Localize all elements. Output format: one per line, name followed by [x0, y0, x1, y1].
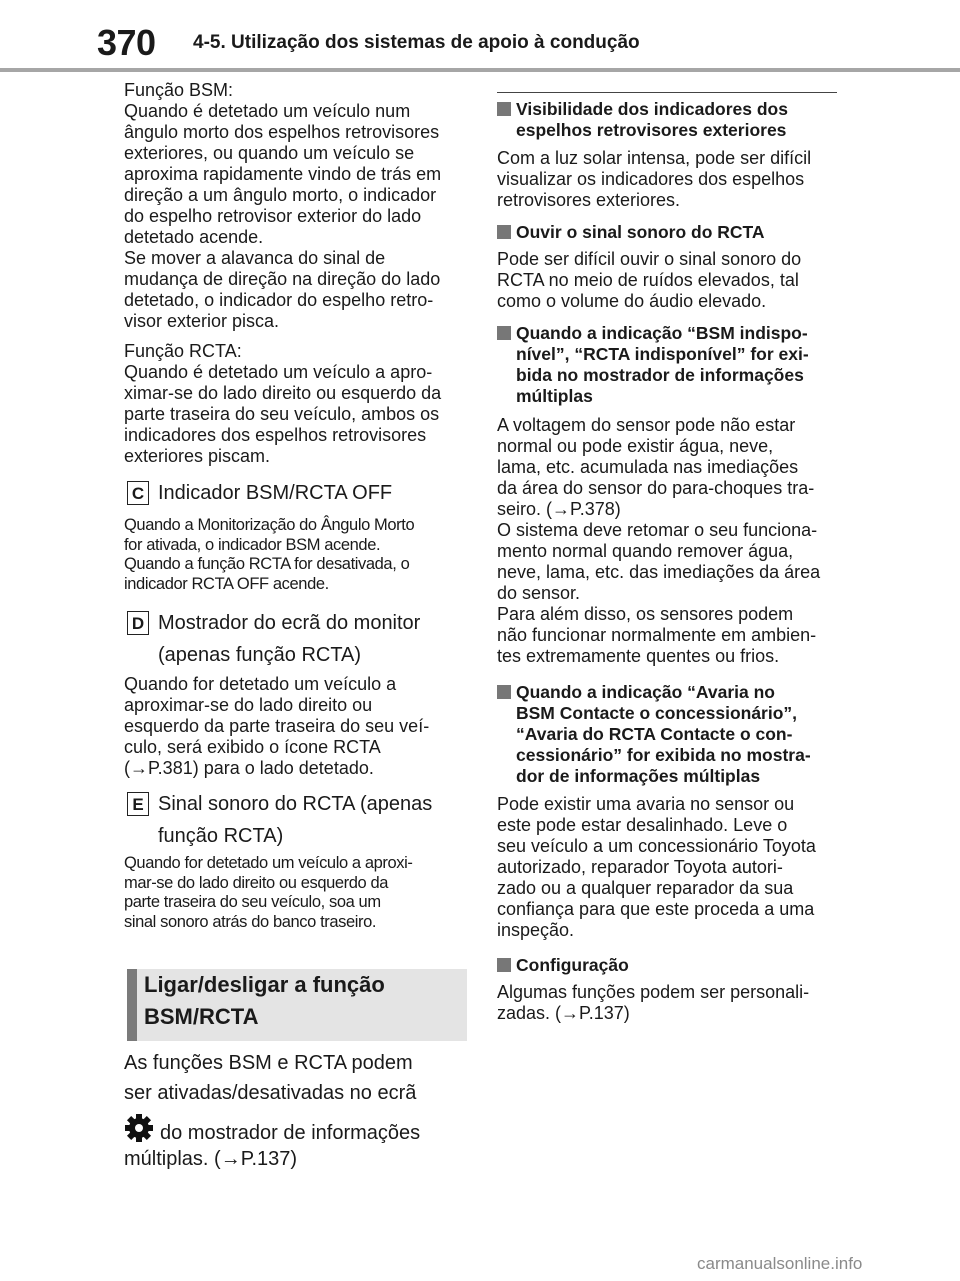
text-line: autorizado, reparador Toyota autori-	[497, 857, 783, 877]
label-c-box: C	[127, 481, 149, 505]
text-line: Quando for detetado um veículo a	[124, 674, 397, 694]
text-line: múltiplas	[516, 386, 593, 406]
s5-title	[516, 955, 629, 976]
text-line: parte traseira do seu veículo, soa um	[124, 893, 381, 911]
label-d-row	[127, 607, 420, 671]
s3-bullet-icon	[497, 326, 511, 340]
label-d-title	[158, 607, 420, 671]
text-line: (apenas função RCTA)	[158, 644, 362, 666]
text-line: exteriores, ou quando um veículo se	[124, 143, 415, 163]
text-line: RCTA no meio de ruídos elevados, tal	[497, 270, 799, 290]
text-line: bida no mostrador de informações	[516, 365, 804, 385]
header-rule	[0, 68, 960, 72]
text-line: confiança para que este proceda a uma	[497, 899, 815, 919]
text-line: Visibilidade dos indicadores dos	[516, 99, 788, 119]
bottom-text-3: do mostrador de informações	[160, 1121, 421, 1144]
text-line: tes extremamente quentes ou frios.	[497, 646, 780, 666]
text-line: Quando a indicação “BSM indispo-	[516, 323, 808, 343]
bottom-text-4: múltiplas. (→P.137)	[124, 1148, 298, 1170]
text-line: for ativada, o indicador BSM acende.	[124, 535, 381, 554]
rcta-intro	[124, 341, 469, 467]
text-line: Com a luz solar intensa, pode ser difícil	[497, 148, 812, 168]
s2-text	[497, 249, 842, 312]
text-line: Quando é detetado um veículo a apro-	[124, 362, 433, 382]
s2-bullet-icon	[497, 225, 511, 239]
text-line: Pode ser difícil ouvir o sinal sonoro do	[497, 249, 802, 269]
c-description	[124, 516, 469, 594]
text-line: aproximar-se do lado direito ou	[124, 695, 373, 715]
d-description	[124, 674, 469, 779]
text-line: parte traseira do seu veículo, ambos os	[124, 404, 440, 424]
s4-title	[516, 682, 811, 787]
text-line: inspeção.	[497, 920, 575, 940]
label-c-row	[127, 477, 392, 509]
bsm-intro	[124, 80, 469, 332]
text-line: (→P.381) para o lado detetado.	[124, 758, 374, 778]
text-line: visor exterior pisca.	[124, 311, 280, 331]
text-line: indicador RCTA OFF acende.	[124, 574, 329, 593]
text-line: visualizar os indicadores dos espelhos	[497, 169, 805, 189]
text-line: retrovisores exteriores.	[497, 190, 681, 210]
s5-text	[497, 982, 842, 1024]
text-line: Ligar/desligar a função	[144, 972, 385, 997]
text-line: como o volume do áudio elevado.	[497, 291, 767, 311]
text-line: normal ou pode existir água, neve,	[497, 436, 774, 456]
text-line: Algumas funções podem ser personali-	[497, 982, 810, 1002]
text-line: BSM/RCTA	[144, 1004, 259, 1029]
text-line: ximar-se do lado direito ou esquerdo da	[124, 383, 442, 403]
page-number: 370	[97, 22, 156, 63]
s4-text	[497, 794, 842, 941]
text-line: mudança de direção na direção do lado	[124, 269, 441, 289]
text-line: Se mover a alavanca do sinal de	[124, 248, 386, 268]
section-heading	[144, 969, 385, 1033]
text-line: nível”, “RCTA indisponível” for exi-	[516, 344, 809, 364]
text-line: mento normal quando remover água,	[497, 541, 794, 561]
section-title: 4-5. Utilização dos sistemas de apoio à condução	[193, 32, 640, 53]
text-line: culo, será exibido o ícone RCTA	[124, 737, 381, 757]
text-line: lama, etc. acumulada nas imediações	[497, 457, 799, 477]
text-line: Função RCTA:	[124, 341, 242, 361]
s4-title-row	[497, 682, 811, 787]
text-line: Função BSM:	[124, 80, 234, 100]
text-line: não funcionar normalmente em ambien-	[497, 625, 817, 645]
text-line: indicadores dos espelhos retrovisores	[124, 425, 427, 445]
right-top-rule	[497, 92, 837, 93]
s1-bullet-icon	[497, 102, 511, 116]
text-line: do sensor.	[497, 583, 581, 603]
text-line: direção a um ângulo morto, o indicador	[124, 185, 437, 205]
text-line: exteriores piscam.	[124, 446, 271, 466]
text-line: mar-se do lado direito ou esquerdo da	[124, 873, 389, 892]
s1-title	[516, 99, 788, 141]
section-heading-bar	[127, 969, 137, 1041]
text-line: sinal sonoro atrás do banco traseiro.	[124, 912, 377, 931]
text-line: Mostrador do ecrã do monitor	[158, 612, 421, 634]
label-c-title: Indicador BSM/RCTA OFF	[158, 482, 393, 504]
text-line: função RCTA)	[158, 825, 284, 847]
text-line: dor de informações múltiplas	[516, 766, 761, 786]
text-line: este pode estar desalinhado. Leve o	[497, 815, 788, 835]
text-line: A voltagem do sensor pode não estar	[497, 415, 796, 435]
text-line: BSM Contacte o concessionário”,	[516, 703, 798, 723]
s3-title	[516, 323, 809, 407]
text-line: detetado, o indicador do espelho retro-	[124, 290, 434, 310]
s3-title-row	[497, 323, 809, 407]
text-line: do espelho retrovisor exterior do lado	[124, 206, 422, 226]
s1-text	[497, 148, 842, 211]
text-line: seiro. (→P.378)	[497, 499, 621, 519]
text-line: aproxima rapidamente vindo de trás em	[124, 164, 442, 184]
label-e-box: E	[127, 792, 149, 816]
text-line: Pode existir uma avaria no sensor ou	[497, 794, 795, 814]
bottom-text-2: ser ativadas/desativadas no ecrã	[124, 1082, 417, 1104]
s3-text	[497, 415, 842, 667]
text-line: cessionário” for exibida no mostra-	[516, 745, 811, 765]
bottom-text-1: As funções BSM e RCTA podem	[124, 1052, 413, 1074]
e-description	[124, 854, 469, 932]
text-line: ângulo morto dos espelhos retrovisores	[124, 122, 440, 142]
text-line: Quando a indicação “Avaria no	[516, 682, 775, 702]
text-line: seu veículo a um concessionário Toyota	[497, 836, 816, 856]
text-line: zadas. (→P.137)	[497, 1003, 630, 1023]
text-line: O sistema deve retomar o seu funciona-	[497, 520, 818, 540]
label-e-title	[158, 788, 432, 852]
text-line: Para além disso, os sensores podem	[497, 604, 794, 624]
s1-title-row	[497, 99, 788, 141]
text-line: detetado acende.	[124, 227, 264, 247]
s2-title-row	[497, 222, 765, 243]
text-line: neve, lama, etc. das imediações da área	[497, 562, 821, 582]
text-line: Configuração	[516, 955, 629, 975]
text-line: esquerdo da parte traseira do seu veí-	[124, 716, 430, 736]
text-line: “Avaria do RCTA Contacte o con-	[516, 724, 793, 744]
label-e-row	[127, 788, 432, 852]
s5-title-row	[497, 955, 629, 976]
s5-bullet-icon	[497, 958, 511, 972]
text-line: Quando a Monitorização do Ângulo Morto	[124, 516, 415, 534]
text-line: Sinal sonoro do RCTA (apenas	[158, 793, 433, 815]
s4-bullet-icon	[497, 685, 511, 699]
text-line: da área do sensor do para-choques tra-	[497, 478, 815, 498]
text-line: espelhos retrovisores exteriores	[516, 120, 787, 140]
label-d-box: D	[127, 611, 149, 635]
text-line: zado ou a qualquer reparador da sua	[497, 878, 794, 898]
text-line: Quando a função RCTA for desativada, o	[124, 555, 410, 573]
text-line: Quando for detetado um veículo a aproxi-	[124, 854, 413, 872]
watermark: carmanualsonline.info	[697, 1254, 863, 1273]
text-line: Ouvir o sinal sonoro do RCTA	[516, 222, 765, 242]
s2-title	[516, 222, 765, 243]
text-line: Quando é detetado um veículo num	[124, 101, 411, 121]
